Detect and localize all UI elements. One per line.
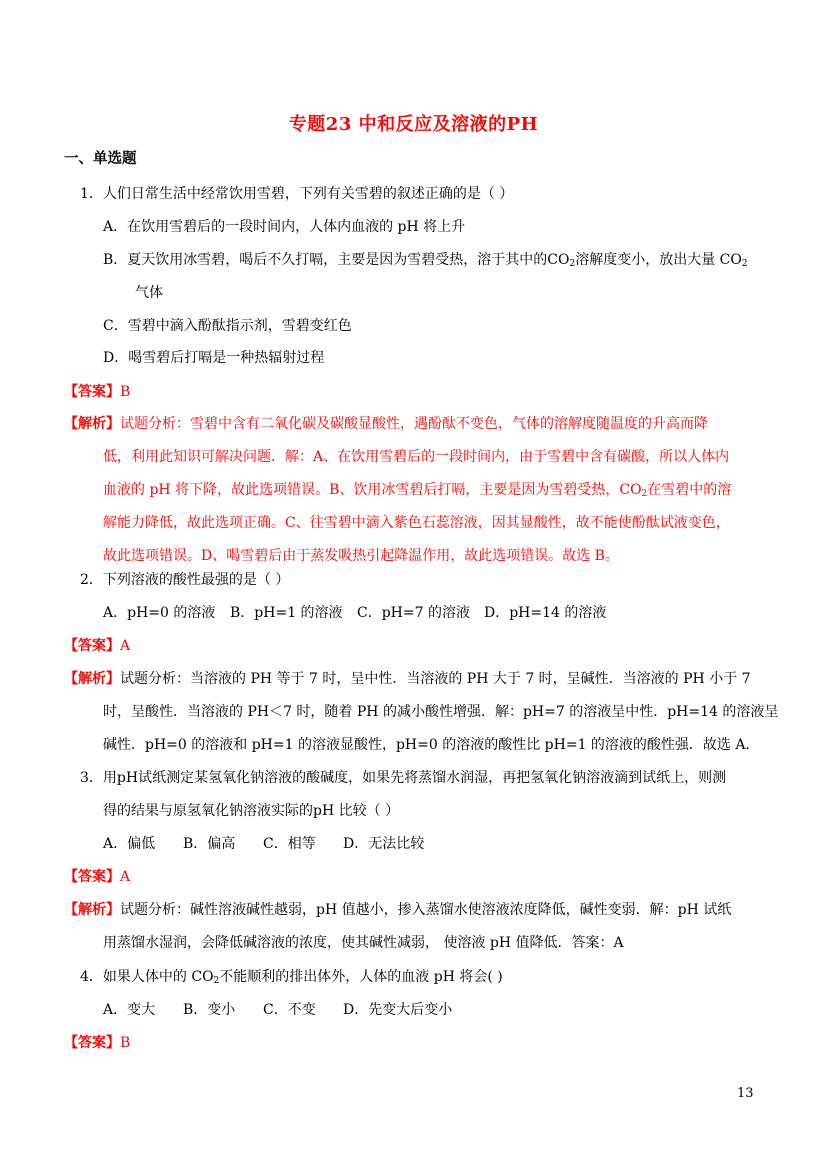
- question-4-option-b: B．变小: [183, 1002, 236, 1018]
- question-4-answer: 【答案】B: [64, 1035, 131, 1051]
- question-1-option-b-cont: 气体: [135, 285, 163, 301]
- page-title: 专题23 中和反应及溶液的PH: [288, 114, 539, 135]
- question-2-option-c: C．pH=7 的溶液: [357, 605, 470, 621]
- question-1-analysis-line-5: 故此选项错误。D、喝雪碧后由于蒸发吸热引起降温作用，故此选项错误。故选 B。: [103, 548, 619, 564]
- question-3-option-c: C．相等: [263, 836, 316, 852]
- question-4-option-c: C．不变: [263, 1002, 316, 1018]
- question-2-stem: 2．下列溶液的酸性最强的是（ ）: [80, 572, 290, 588]
- question-2-analysis-line-3: 碱性．pH=0 的溶液和 pH=1 的溶液显酸性，pH=0 的溶液的酸性比 pH=1 的溶液的酸性强．故选 A．: [103, 737, 760, 753]
- question-1-analysis-line-1: 【解析】试题分析：雪碧中含有二氧化碳及碳酸显酸性，遇酚酞不变色，气体的溶解度随温度的升高而降: [64, 416, 708, 432]
- question-2-option-a: A．pH=0 的溶液: [103, 605, 216, 621]
- question-2-answer: 【答案】A: [64, 638, 131, 654]
- question-1-analysis-line-4: 解能力降低，故此选项正确。C、往雪碧中滴入紫色石蕊溶液，因其显酸性，故不能使酚酞试液变色，: [103, 515, 730, 531]
- question-4-option-a: A．变大: [103, 1002, 156, 1018]
- page-number: 13: [737, 1086, 754, 1101]
- question-3-stem-line-1: 3．用pH试纸测定某氢氧化钠溶液的酸碱度，如果先将蒸馏水润湿，再把氢氧化钠溶液滴到试纸上，则测: [80, 770, 727, 786]
- question-2-options: [103, 603, 606, 623]
- question-4-options: [103, 1000, 452, 1020]
- section-heading: 一、单选题: [64, 150, 137, 167]
- question-1-option-b: B．夏天饮用冰雪碧，喝后不久打嗝，主要是因为雪碧受热，溶于其中的$CO_2$溶解度变小，放出大量 $CO_2$: [103, 252, 748, 269]
- question-3-analysis-line-2: 用蒸馏水湿润，会降低碱溶液的浓度，使其碱性减弱， 使溶液 pH 值降低．答案：A: [103, 935, 624, 951]
- question-2-analysis-line-2: 时，呈酸性．当溶液的 PH＜7 时，随着 PH 的减小酸性增强．解：pH=7 的溶液呈中性．pH=14 的溶液呈: [103, 704, 779, 720]
- question-3-options: [103, 834, 424, 854]
- question-1-option-d: D．喝雪碧后打嗝是一种热辐射过程: [103, 350, 325, 366]
- question-3-analysis-line-1: 【解析】试题分析：碱性溶液碱性越弱，pH 值越小，掺入蒸馏水使溶液浓度降低，碱性变弱．解：pH 试纸: [64, 902, 732, 918]
- question-1-option-c: C．雪碧中滴入酚酞指示剂，雪碧变红色: [103, 318, 352, 334]
- question-1-analysis-line-3: 血液的 pH 将下降，故此选项错误。B、饮用冰雪碧后打嗝，主要是因为雪碧受热，$CO_2$在雪碧中的溶: [103, 482, 732, 499]
- question-3-option-a: A．偏低: [103, 836, 156, 852]
- question-4-option-d: D．先变大后变小: [343, 1002, 453, 1018]
- question-2-option-d: D．pH=14 的溶液: [484, 605, 607, 621]
- question-4-stem: 4．如果人体中的 $CO_2$不能顺利的排出体外，人体的血液 pH 将会( ): [80, 969, 503, 986]
- question-3-answer: 【答案】A: [64, 869, 131, 885]
- question-3-stem-line-2: 得的结果与原氢氧化钠溶液实际的pH 比较（ ）: [103, 803, 400, 819]
- question-2-option-b: B．pH=1 的溶液: [230, 605, 343, 621]
- question-2-analysis-line-1: 【解析】试题分析：当溶液的 PH 等于 7 时，呈中性．当溶液的 PH 大于 7 时，呈碱性．当溶液的 PH 小于 7: [64, 671, 751, 687]
- question-1-stem: 1．人们日常生活中经常饮用雪碧，下列有关雪碧的叙述正确的是（ ）: [80, 186, 514, 202]
- question-1-answer: 【答案】B: [64, 384, 131, 400]
- question-3-option-b: B．偏高: [183, 836, 236, 852]
- question-1-option-a: A．在饮用雪碧后的一段时间内，人体内血液的 pH 将上升: [103, 219, 466, 235]
- question-1-analysis-line-2: 低，利用此知识可解决问题．解：A、在饮用雪碧后的一段时间内，由于雪碧中含有碳酸，所以人体内: [103, 449, 730, 465]
- question-3-option-d: D．无法比较: [343, 836, 425, 852]
